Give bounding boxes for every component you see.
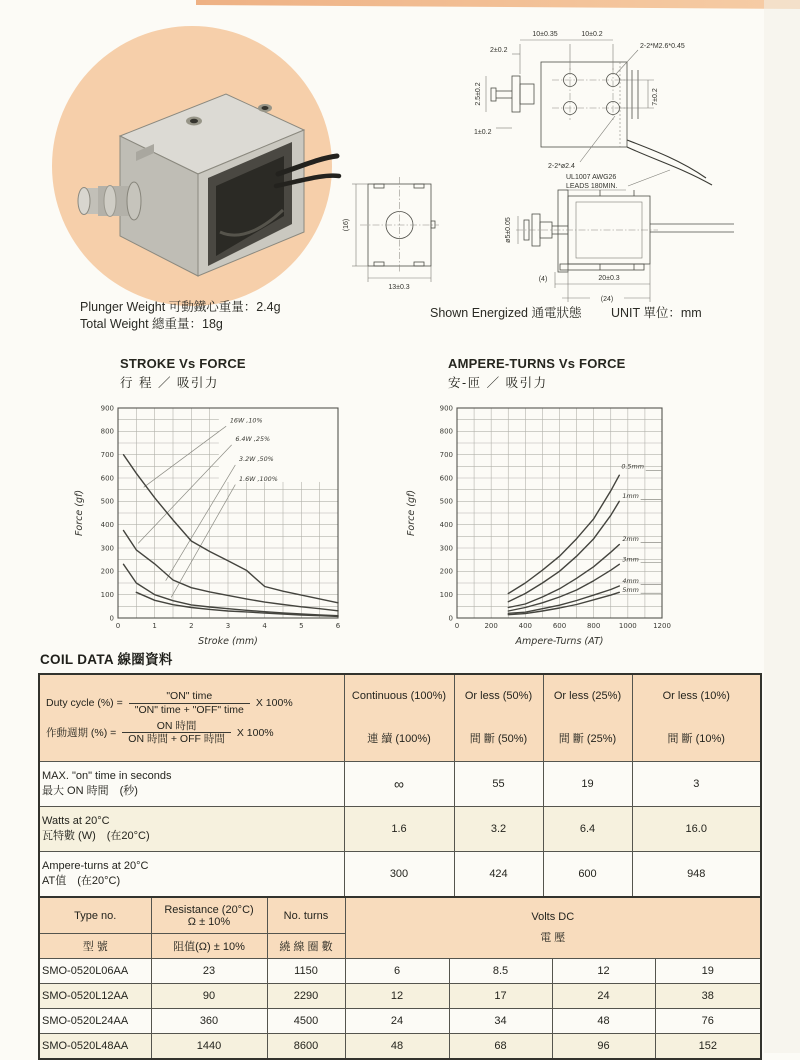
weight-notes (80, 299, 281, 333)
value-cell: 600 (543, 852, 632, 898)
duty-column-header (543, 674, 632, 762)
lead-spec-line1: UL1007 AWG26 (566, 174, 617, 181)
duty-label-zh: 作動週期 (%) = (46, 727, 117, 740)
svg-text:300: 300 (439, 544, 453, 553)
product-photo (40, 24, 346, 316)
fraction-denominator: ON 時間 + OFF 時間 (128, 733, 225, 746)
type-no-cell: SMO-0520L12AA (39, 984, 151, 1009)
dim-label: 2.5±0.2 (475, 82, 482, 106)
fraction-numerator: ON 時間 (122, 720, 231, 734)
type-no-header: Type no. (39, 897, 151, 934)
svg-text:700: 700 (100, 450, 114, 459)
svg-text:1200: 1200 (653, 622, 671, 630)
svg-text:2: 2 (189, 622, 194, 630)
dim-label: (16) (343, 218, 350, 232)
svg-text:0: 0 (109, 614, 114, 623)
turns-header-zh: 繞 線 圈 數 (267, 934, 345, 959)
volts-dc-header (345, 897, 761, 959)
duty-label-en: Duty cycle (%) = (46, 697, 123, 710)
ampere-turns-vs-force-chart (405, 395, 705, 653)
volts-cell: 76 (655, 1009, 761, 1034)
volts-cell: 12 (345, 984, 449, 1009)
duty-mult-zh: X 100% (236, 726, 274, 739)
type-no-header-zh: 型 號 (39, 934, 151, 959)
svg-text:900: 900 (100, 404, 114, 413)
coil-data-table (38, 673, 762, 898)
svg-text:400: 400 (518, 622, 533, 630)
value-cell: 3 (632, 762, 761, 807)
svg-text:600: 600 (552, 622, 567, 630)
plunger-top-view (491, 76, 534, 112)
value-cell: ∞ (344, 762, 454, 807)
stroke-vs-force-chart (73, 395, 350, 653)
turns-cell: 8600 (267, 1034, 345, 1060)
hole-callout: 2-2*ø2.4 (548, 163, 575, 170)
value-cell: 300 (344, 852, 454, 898)
svg-text:3mm: 3mm (622, 555, 639, 564)
svg-text:500: 500 (439, 497, 453, 506)
volts-cell: 12 (552, 959, 655, 984)
resistance-cell: 90 (151, 984, 267, 1009)
volts-cell: 17 (449, 984, 552, 1009)
svg-text:Stroke (mm): Stroke (mm) (198, 636, 258, 647)
volts-cell: 8.5 (449, 959, 552, 984)
resistance-cell: 360 (151, 1009, 267, 1034)
svg-text:200: 200 (484, 622, 498, 630)
svg-text:16W ,10%: 16W ,10% (229, 416, 263, 425)
table-row (39, 959, 761, 984)
svg-text:3.2W ,50%: 3.2W ,50% (239, 455, 274, 464)
value-cell: 16.0 (632, 807, 761, 852)
svg-text:600: 600 (100, 474, 114, 483)
svg-text:900: 900 (439, 404, 453, 413)
fraction-denominator: "ON" time + "OFF" time (134, 703, 244, 716)
side-view (516, 190, 734, 302)
type-table (38, 896, 762, 1060)
value-cell: 424 (454, 852, 543, 898)
front-side-view-drawing (338, 172, 738, 307)
volts-cell: 34 (449, 1009, 552, 1034)
value-cell: 55 (454, 762, 543, 807)
volts-cell: 24 (345, 1009, 449, 1034)
duty-column-header (454, 674, 543, 762)
table-row (39, 1009, 761, 1034)
value-cell: 948 (632, 852, 761, 898)
column-label-zh: 連 續 (100%) (367, 733, 431, 745)
svg-text:0: 0 (454, 622, 460, 630)
row-label-zh: 瓦特數 (W) (在20°C) (42, 830, 150, 842)
type-no-cell: SMO-0520L24AA (39, 1009, 151, 1034)
volts-cell: 48 (345, 1034, 449, 1060)
dim-label: 13±0.3 (388, 284, 410, 291)
svg-text:5mm: 5mm (622, 585, 639, 594)
column-label-en: Or less (25%) (553, 690, 622, 702)
volts-cell: 6 (345, 959, 449, 984)
svg-text:100: 100 (100, 590, 114, 599)
coil-data-section (38, 648, 760, 1060)
total-weight-note: Total Weight 總重量：18g (80, 317, 223, 331)
svg-text:4mm: 4mm (622, 577, 639, 585)
value-cell: 3.2 (454, 807, 543, 852)
dim-label: 10±0.35 (532, 31, 558, 38)
chart-title-zh: 安-匝 ／ 吸引力 (448, 376, 548, 390)
row-label-zh: AT值 (在20°C) (42, 875, 121, 887)
resistance-header-line2: Ω ± 10% (187, 915, 231, 928)
volts-cell: 48 (552, 1009, 655, 1034)
stroke-chart-title (120, 356, 246, 391)
dim-label: 2±0.2 (490, 47, 508, 54)
value-cell: 6.4 (543, 807, 632, 852)
svg-text:600: 600 (439, 474, 453, 483)
row-label-en: MAX. "on" time in seconds (42, 770, 172, 782)
row-label-cell (39, 852, 344, 898)
row-label-zh: 最大 ON 時間 (秒) (42, 785, 138, 797)
volts-cell: 19 (655, 959, 761, 984)
svg-text:200: 200 (439, 567, 453, 576)
turns-cell: 1150 (267, 959, 345, 984)
row-label-cell (39, 807, 344, 852)
column-label-en: Or less (50%) (464, 690, 533, 702)
dimension-lines (486, 40, 670, 190)
volts-cell: 38 (655, 984, 761, 1009)
type-no-cell: SMO-0520L06AA (39, 959, 151, 984)
dim-label: 20±0.3 (598, 275, 620, 282)
type-no-cell: SMO-0520L48AA (39, 1034, 151, 1060)
value-cell: 19 (543, 762, 632, 807)
front-view (352, 177, 439, 282)
svg-text:5: 5 (299, 622, 304, 630)
volts-cell: 24 (552, 984, 655, 1009)
table-row (39, 1034, 761, 1060)
svg-text:1mm: 1mm (622, 491, 639, 500)
table-row (39, 762, 761, 807)
shown-energized-label: Shown Energized 通電狀態 (430, 306, 582, 320)
volts-cell: 152 (655, 1034, 761, 1060)
svg-text:800: 800 (100, 427, 114, 436)
resistance-cell: 23 (151, 959, 267, 984)
thread-callout: 2-2*M2.6*0.45 (640, 43, 685, 50)
svg-text:4: 4 (262, 622, 267, 630)
table-row (39, 984, 761, 1009)
type-table-header-en (39, 897, 761, 934)
volts-cell: 68 (449, 1034, 552, 1060)
column-label-zh: 間 斷 (50%) (469, 733, 528, 745)
svg-text:300: 300 (100, 544, 114, 553)
row-label-en: Watts at 20°C (42, 815, 110, 827)
table-row (39, 807, 761, 852)
value-cell: 1.6 (344, 807, 454, 852)
volts-header-en: Volts DC (531, 911, 575, 923)
column-label-zh: 間 斷 (10%) (667, 733, 725, 745)
chart-title-en: STROKE Vs FORCE (120, 356, 246, 371)
svg-text:1: 1 (152, 622, 157, 630)
resistance-header (151, 897, 267, 934)
svg-text:6.4W ,25%: 6.4W ,25% (235, 435, 271, 444)
svg-text:0: 0 (115, 622, 121, 630)
plunger-weight-note: Plunger Weight 可動鐵心重量：2.4g (80, 300, 281, 314)
column-label-en: Continuous (100%) (351, 690, 447, 702)
dim-label: 7±0.2 (652, 88, 659, 106)
row-label-en: Ampere-turns at 20°C (42, 860, 149, 872)
top-accent-stripe (196, 0, 800, 9)
duty-formula-zh (46, 720, 342, 746)
svg-text:Force (gf): Force (gf) (406, 489, 417, 537)
svg-text:1.6W ,100%: 1.6W ,100% (239, 474, 278, 483)
energized-note (430, 305, 702, 322)
duty-column-header (632, 674, 761, 762)
chart-title-zh: 行 程 ／ 吸引力 (120, 376, 219, 390)
svg-text:Ampere-Turns (AT): Ampere-Turns (AT) (515, 636, 604, 647)
duty-mult-en: X 100% (255, 697, 293, 710)
svg-text:700: 700 (439, 450, 453, 459)
svg-text:Force (gf): Force (gf) (74, 489, 85, 537)
mounting-plate (541, 62, 638, 147)
turns-cell: 2290 (267, 984, 345, 1009)
svg-text:800: 800 (439, 427, 453, 436)
dim-label: (4) (538, 276, 548, 283)
resistance-header-line1: Resistance (20°C) (164, 903, 254, 916)
svg-text:400: 400 (439, 520, 453, 529)
dim-label: ø5±0.05 (505, 217, 512, 243)
svg-text:100: 100 (439, 590, 453, 599)
svg-text:6: 6 (335, 622, 341, 630)
fraction-numerator: "ON" time (129, 690, 250, 704)
duty-cycle-formula-cell (39, 674, 344, 762)
resistance-header-zh: 阻值(Ω) ± 10% (151, 934, 267, 959)
table-row (39, 852, 761, 898)
svg-text:2mm: 2mm (622, 535, 639, 543)
dim-label: (24) (600, 296, 614, 303)
svg-text:800: 800 (586, 622, 601, 630)
duty-formula-en (46, 690, 342, 716)
lead-spec-line2: LEADS 180MIN. (566, 183, 618, 190)
coil-data-heading: COIL DATA 線圈資料 (40, 652, 173, 667)
turns-cell: 4500 (267, 1009, 345, 1034)
duty-column-header (344, 674, 454, 762)
svg-text:0: 0 (448, 614, 453, 623)
unit-label: UNIT 單位：mm (610, 306, 702, 320)
svg-text:200: 200 (100, 567, 114, 576)
svg-text:1000: 1000 (618, 622, 637, 630)
volts-header-zh: 電 壓 (540, 932, 566, 944)
svg-text:400: 400 (100, 520, 114, 529)
duty-fraction-en (129, 690, 250, 716)
column-label-en: Or less (10%) (662, 690, 730, 702)
svg-text:500: 500 (100, 497, 114, 506)
turns-header: No. turns (267, 897, 345, 934)
dim-label: 10±0.2 (581, 31, 603, 38)
duty-fraction-zh (122, 720, 231, 746)
resistance-cell: 1440 (151, 1034, 267, 1060)
svg-text:3: 3 (225, 622, 231, 630)
volts-cell: 96 (552, 1034, 655, 1060)
ampere-chart-title (448, 356, 626, 391)
column-label-zh: 間 斷 (25%) (558, 733, 617, 745)
svg-text:0.5mm: 0.5mm (621, 462, 644, 471)
row-label-cell (39, 762, 344, 807)
dim-label: 1±0.2 (474, 129, 492, 136)
chart-title-en: AMPERE-TURNS Vs FORCE (448, 356, 626, 371)
